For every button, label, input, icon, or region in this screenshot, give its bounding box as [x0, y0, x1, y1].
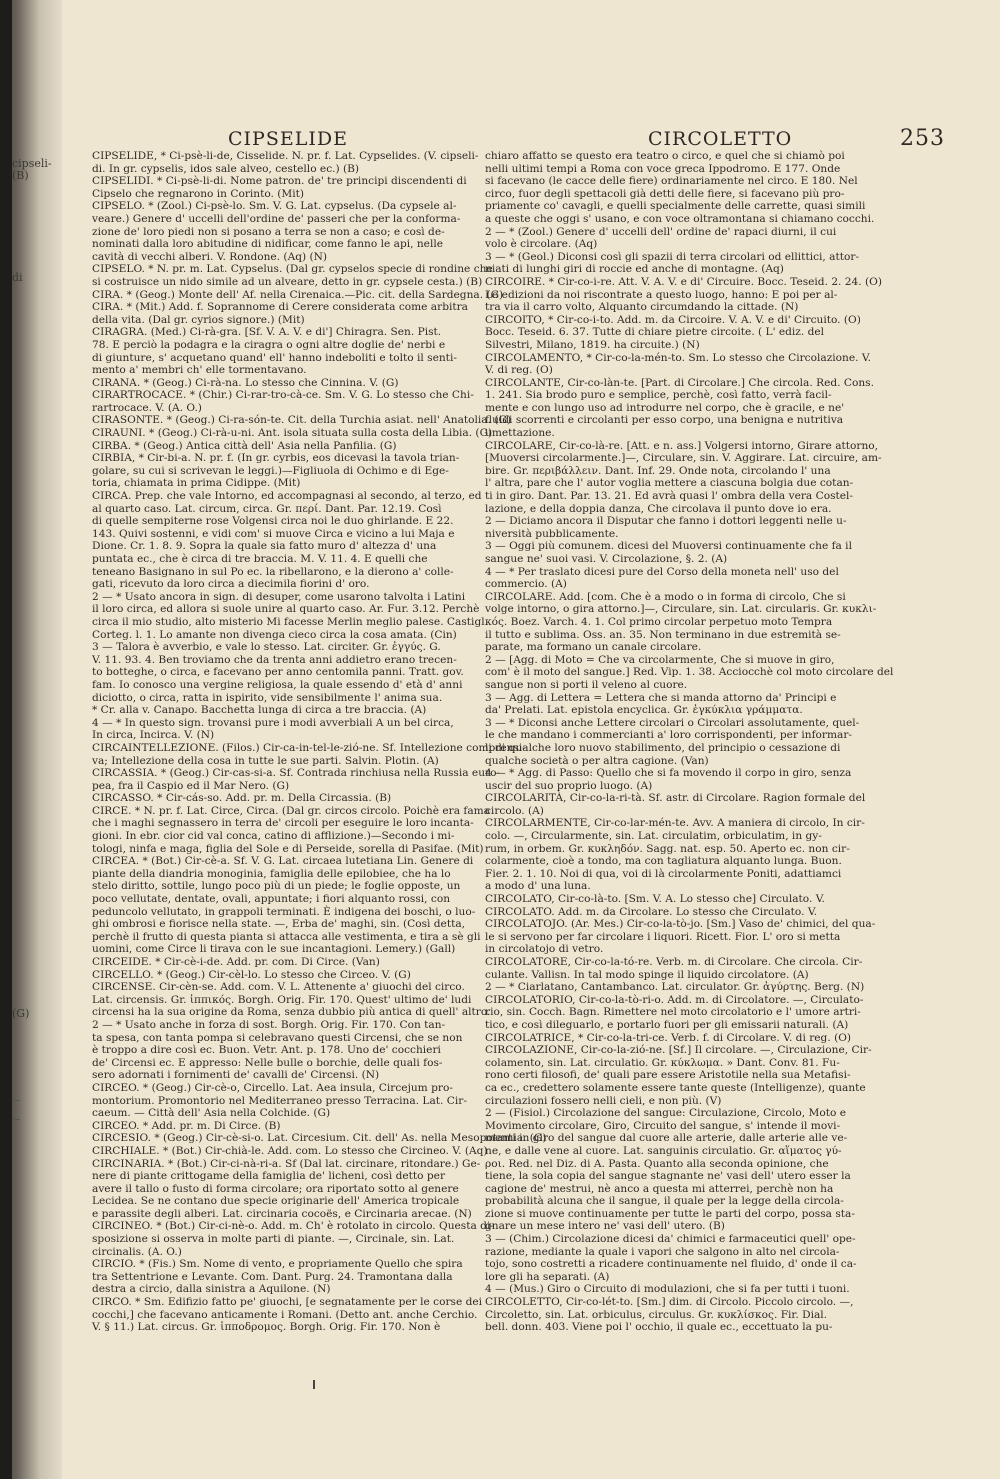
- text-line: Circoletto, sin. Lat. orbiculus, circulus. Gr. κυκλίσκος. Fir. Dial.: [485, 1308, 828, 1321]
- text-line: 2 — (Fisiol.) Circolazione del sangue: Circulazione, Circolo, Moto e: [485, 1107, 847, 1120]
- text-line: CIRBIA, * Cir-bi-a. N. pr. f. (In gr. cyrbis, eos dicevasi la tavola trian-: [92, 452, 460, 465]
- text-line: In circa, Incirca. V. (N): [92, 729, 215, 742]
- text-line: tico, e così dileguarlo, e portarlo fuori per gli emissarii naturali. (A): [485, 1018, 849, 1031]
- text-line: teneano Basignano in sul Po ec. la ribellarono, e la dierono a' colle-: [92, 565, 454, 578]
- text-line: bire. Gr. περιβάλλειν. Dant. Inf. 29. Onde nota, circolando l' una: [485, 464, 831, 477]
- text-line: stelo diritto, sottile, lungo poco più di un piede; le foglie opposte, un: [92, 880, 461, 893]
- text-line: CIRCIO. * (Fis.) Sm. Nome di vento, e propriamente Quello che spira: [92, 1258, 463, 1271]
- text-line: CIPSELIDI. * Ci-psè-li-di. Nome patron. de' tre principi discendenti di: [92, 175, 467, 188]
- text-line: si facevano (le cacce delle fiere) ordinariamente nel circo. E 180. Nel: [485, 175, 858, 188]
- text-line: golare, su cui si scrivevan le leggi.)—Figliuola di Ochimo e di Ege-: [92, 464, 449, 477]
- text-line: si costruisce un nido simile ad un alveare, detto in gr. cypsele cesta.) (B): [92, 275, 483, 288]
- text-line: Fier. 2. 1. 10. Noi di qua, voi di là circolarmente Poniti, adattiamci: [485, 867, 842, 880]
- text-line: destra a circio, dalla sinistra a Aquilone. (N): [92, 1283, 331, 1296]
- text-line: gati, ricevuto da loro circa a diecimila fiorini d' oro.: [92, 578, 370, 591]
- text-line: pea, fra il Caspio ed il Mar Nero. (G): [92, 779, 290, 792]
- text-line: bell. donn. 403. Viene poi l' occhio, il quale ec., eccettuato la pu-: [485, 1321, 833, 1334]
- text-line: CIRCINARIA. * (Bot.) Cir-ci-nà-ri-a. Sf (Dal lat. circinare, ritondare.) Ge-: [92, 1157, 481, 1170]
- text-line: che i maghi segnassero in terra de' circoli per eseguire le loro incanta-: [92, 817, 474, 830]
- text-line: CIRCOLANTE, Cir-co-làn-te. [Part. di Circolare.] Che circola. Red. Cons.: [485, 376, 874, 389]
- text-line: chiaro affatto se questo era teatro o circo, e quel che si chiamò poi: [485, 150, 845, 162]
- text-line: montorium. Promontorio nel Mediterraneo presso Terracina. Lat. Cir-: [92, 1094, 467, 1107]
- text-line: CIRCEA. * (Bot.) Cir-cè-a. Sf. V. G. Lat. circaea lutetiana Lin. Genere di: [92, 855, 474, 868]
- text-line: Silvestri, Milano, 1819. ha circuite.) (N): [485, 338, 700, 351]
- text-line: niversità pubblicamente.: [485, 527, 619, 540]
- text-line: Le edizioni da noi riscontrate a questo luogo, hanno: E poi per al-: [485, 288, 838, 301]
- text-line: gnare un mese intero ne' vasi dell' utero. (B): [485, 1220, 725, 1233]
- text-line: e parassite degli alberi. Lat. circinaria cocoës, e Circinaria arecae. (N): [92, 1207, 472, 1220]
- text-line: CIRCOLAZIONE, Cir-co-la-zió-ne. [Sf.] Il circolare. —, Circulazione, Cir-: [485, 1044, 872, 1057]
- text-line: tra Settentrione e Levante. Com. Dant. Purg. 24. Tramontana dalla: [92, 1270, 453, 1283]
- text-line: to botteghe, o circa, e facevano per anno centomila panni. Tratt. gov.: [92, 666, 464, 679]
- text-line: Lecidea. Se ne contano due specie originarie dell' America tropicale: [92, 1195, 460, 1208]
- text-line: va; Intellezione della cosa in tutte le sue parti. Salvin. Plotin. (A): [92, 754, 439, 767]
- text-line: CIRCOLAMENTO, * Cir-co-la-mén-to. Sm. Lo stesso che Circolazione. V.: [485, 351, 872, 364]
- text-line: ροι. Red. nel Diz. di A. Pasta. Quanto alla seconda opinione, che: [485, 1157, 829, 1170]
- text-line: da' Prelati. Lat. epistola encyclica. Gr. ἐγκύκλια γράμματα.: [485, 704, 803, 717]
- text-line: colamento, sin. Lat. circulatio. Gr. κύκλωμα. » Dant. Conv. 81. Fu-: [485, 1056, 840, 1069]
- text-line: CIRCOLATO, Cir-co-là-to. [Sm. V. A. Lo stesso che] Circulato. V.: [485, 893, 825, 906]
- text-line: umettazione.: [485, 427, 555, 440]
- text-line: CIRCOLATORIO, Cir-co-la-tò-ri-o. Add. m. di Circolatore. —, Circulato-: [485, 993, 864, 1006]
- text-line: rartrocace. V. (A. O.): [92, 401, 202, 414]
- text-line: κός. Boez. Varch. 4. 1. Col primo circolar perpetuo moto Tempra: [485, 615, 833, 628]
- text-line: 3 — Talora è avverbio, e vale lo stesso. Lat. circiter. Gr. ἐγγύς. G.: [92, 641, 441, 654]
- text-line: sero adornati i fornimenti de' cavalli de' Circensi. (N): [92, 1069, 380, 1082]
- text-line: ne, e dalle vene al cuore. Lat. sanguinis circulatio. Gr. αἵματος γύ-: [485, 1144, 842, 1157]
- text-line: CIRCAINTELLEZIONE. (Filos.) Cir-ca-in-tel-le-zió-ne. Sf. Intellezione comprensi-: [92, 741, 526, 754]
- ink-mark: [313, 1380, 315, 1389]
- text-line: tojo, sono costretti a ricadere continuamente nel fluido, d' onde il ca-: [485, 1258, 857, 1271]
- text-line: perchè il frutto di questa pianta si attacca alle vestimenta, e tira a sè gli: [92, 930, 481, 943]
- text-line: fam. Io conosco una vergine religiosa, la quale essendo d' età d' anni: [92, 678, 463, 691]
- text-line: CIRCOLATRICE, * Cir-co-la-tri-ce. Verb. f. di Circolare. V. di reg. (O): [485, 1031, 852, 1044]
- text-line: CIRAUNI. * (Geog.) Ci-rà-u-ni. Ant. isola situata sulla costa della Libia. (G): [92, 427, 493, 440]
- text-line: ca ec., credettero solamente essere tante queste (Intelligenze), quante: [485, 1081, 866, 1094]
- text-line: 2 — * (Zool.) Genere d' uccelli dell' ordine de' rapaci diurni, il cui: [485, 225, 837, 238]
- text-line: CIRAGRA. (Med.) Ci-rà-gra. [Sf. V. A. V. e di'] Chiragra. Sen. Pist.: [92, 326, 442, 339]
- text-line: toria, chiamata in prima Cidippe. (Mit): [92, 477, 301, 490]
- text-line: CIRA. * (Mit.) Add. f. Soprannome di Cerere considerata come arbitra: [92, 301, 468, 314]
- text-line: priamente co' cavagli, e quelli specialmente delle carrette, quasi simili: [485, 200, 866, 213]
- text-line: V. § 11.) Lat. circus. Gr. ἱπποδρομος. Borgh. Orig. Fir. 170. Non è: [92, 1321, 441, 1334]
- text-line: 3 — * (Geol.) Diconsi così gli spazii di terra circolari od ellittici, attor-: [485, 250, 859, 263]
- text-line: nere di piante crittogame della famiglia de' licheni, così detto per: [92, 1170, 446, 1183]
- text-line: CIRANA. * (Geog.) Ci-rà-na. Lo stesso che Cinnina. V. (G): [92, 376, 399, 389]
- text-line: in circolatojo di vetro.: [485, 943, 604, 956]
- text-line: CIRCOLARE. Add. [com. Che è a modo o in forma di circolo, Che si: [485, 590, 846, 603]
- text-line: mento a' membri ch' elle tormentavano.: [92, 364, 307, 377]
- text-line: CIRCA. Prep. che vale Intorno, ed accompagnasi al secondo, al terzo, ed: [92, 490, 482, 503]
- text-line: 2 — Diciamo ancora il Disputar che fanno i dottori leggenti nelle u-: [485, 515, 847, 528]
- text-line: CIRCOLATORE, Cir-co-la-tó-re. Verb. m. di Circolare. Che circola. Cir-: [485, 956, 863, 968]
- text-line: CIRCELLO. * (Geog.) Cir-cèl-lo. Lo stesso che Circeo. V. (G): [92, 968, 411, 981]
- text-line: 1. 241. Sia brodo puro e semplice, perchè, così fatto, verrà facil-: [485, 389, 832, 402]
- binding-shadow: [0, 0, 12, 1479]
- text-line: rum, in orbem. Gr. κυκληδόν. Sagg. nat. esp. 50. Aperto ec. non cir-: [485, 842, 850, 855]
- text-line: 78. E perciò la podagra e la ciragra o ogni altre doglie de' nerbi e: [92, 338, 446, 351]
- text-line: [Muoversi circolarmente.]—, Circulare, sin. V. Aggirare. Lat. circuire, am-: [485, 452, 882, 465]
- text-line: CIRCHIALE. * (Bot.) Cir-chià-le. Add. com. Lo stesso che Circineo. V. (Aq): [92, 1144, 488, 1157]
- text-line: CIRCOLARE, Cir-co-là-re. [Att. e n. ass.] Volgersi intorno, Girare attorno,: [485, 439, 879, 452]
- text-line: probabilità alcuna che il sangue, il quale per la legge della circola-: [485, 1195, 844, 1208]
- text-line: Movimento circolare, Giro, Circuito del sangue, s' intende il movi-: [485, 1119, 841, 1132]
- text-line: CIRASONTE. * (Geog.) Ci-ra-són-te. Cit. della Turchia asiat. nell' Anatolia. (G): [92, 414, 512, 427]
- text-line: lore gli ha separati. (A): [485, 1270, 610, 1283]
- text-line: V. 11. 93. 4. Ben troviamo che da trenta anni addietro erano trecen-: [92, 653, 457, 666]
- text-line: CIRCO. * Sm. Edifizio fatto pe' giuochi, [e segnatamente per le corse dei: [92, 1296, 483, 1309]
- text-line: 2 — [Agg. di Moto = Che va circolarmente, Che si muove in giro,: [485, 653, 835, 666]
- text-line: puntata ec., che è circa di tre braccia. M. V. 11. 4. E quelli che: [92, 553, 428, 565]
- text-line: volge intorno, o gira attorno.]—, Circulare, sin. Lat. circularis. Gr. κυκλι-: [485, 603, 877, 616]
- text-line: è troppo a dire così ec. Buon. Vetr. Ant. p. 178. Uno de' cocchieri: [92, 1044, 441, 1057]
- text-line: 3 — Oggi più comunem. dicesi del Muoversi continuamente che fa il: [485, 540, 852, 553]
- text-line: rio, sin. Cocch. Bagn. Rimettere nel moto circolatorio e l' umore artri-: [485, 1006, 861, 1019]
- text-line: diciotto, o circa, ratta in ispirito, vide sensibilmente l' anima sua.: [92, 691, 443, 704]
- text-line: CIRCEIDE. * Cir-cè-i-de. Add. pr. com. Di Circe. (Van): [92, 956, 380, 968]
- text-line: al quarto caso. Lat. circum, circa. Gr. περί. Dant. Par. 12.19. Così: [92, 502, 442, 515]
- text-line: veare.) Genere d' uccelli dell'ordine de' passeri che per la conforma-: [92, 212, 461, 225]
- text-line: CIRARTROCACE. * (Chir.) Ci-rar-tro-cà-ce. Sm. V. G. Lo stesso che Chi-: [92, 389, 474, 402]
- text-line: * Cr. alla v. Canapo. Bacchetta lunga di circa a tre braccia. (A): [92, 704, 427, 717]
- text-line: CIRA. * (Geog.) Monte dell' Af. nella Cirenaica.—Pic. cit. della Sardegna. (G): [92, 288, 504, 301]
- text-line: mente e con lungo uso ad introdurre nel corpo, che è gracile, e ne': [485, 401, 845, 414]
- text-line: CIRCASSO. * Cir-cás-so. Add. pr. m. Della Circassia. (B): [92, 792, 392, 805]
- running-head-right: CIRCOLETTO: [648, 128, 793, 150]
- margin-fragment: (B): [12, 169, 29, 182]
- text-line: il loro circa, ed allora si suole unire al quarto caso. Ar. Fur. 3.12. Perchè: [92, 603, 480, 616]
- text-line: sangue ne' suoi vasi. V. Circolazione, §. 2. (A): [485, 553, 728, 565]
- text-line: sposizione si osserva in molte parti di piante. —, Circinale, sin. Lat.: [92, 1233, 455, 1246]
- text-line: Bocc. Teseid. 6. 37. Tutte di chiare pietre circoite. ( L' ediz. del: [485, 326, 825, 339]
- text-line: 2 — * Usato ancora in sign. di desuper, come usarono talvolta i Latini: [92, 590, 466, 603]
- text-line: 4 — * Per traslato dicesi pure del Corso della moneta nell' uso del: [485, 565, 839, 578]
- margin-fragment: (G): [12, 1007, 30, 1020]
- text-line: lazione, e della doppia danza, Che circolava il punto dove io era.: [485, 502, 832, 515]
- text-line: 4 — (Mus.) Giro o Circuito di modulazioni, che si fa per tutti i tuoni.: [485, 1283, 850, 1296]
- text-line: nelli ultimi tempi a Roma con voce greca Ippodromo. E 177. Onde: [485, 162, 841, 175]
- text-line: di quelle sempiterne rose Volgensi circa noi le duo ghirlande. E 22.: [92, 515, 454, 528]
- text-line: CIRBA. * (Geog.) Antica città dell' Asia nella Panfilia. (G): [92, 439, 397, 452]
- text-line: 2 — * Ciarlatano, Cantambanco. Lat. circulator. Gr. ἀγύρτης. Berg. (N): [485, 981, 865, 994]
- text-line: commercio. (A): [485, 578, 567, 591]
- text-line: 4 — * Agg. di Passo: Quello che si fa movendo il corpo in giro, senza: [485, 767, 852, 780]
- text-line: niati di lunghi giri di roccie ed anche di montagne. (Aq): [485, 263, 784, 276]
- text-line: CIRCOLARITÀ, Cir-co-la-ri-tà. Sf. astr. di Circolare. Ragion formale del: [485, 792, 866, 805]
- text-line: menti in giro del sangue dal cuore alle arterie, dalle arterie alle ve-: [485, 1132, 848, 1145]
- text-line: volo è circolare. (Aq): [485, 238, 598, 251]
- text-line: CIPSELIDE, * Ci-psè-li-de, Cisselide. N. pr. f. Lat. Cypselides. (V. cipseli-: [92, 150, 479, 162]
- text-line: CIRCOLARMENTE, Cir-co-lar-mén-te. Avv. A maniera di circolo, In cir-: [485, 817, 865, 830]
- margin-ruler-mark: [14, 1100, 20, 1120]
- text-line: avere il tallo o fusto di forma circolare; ora riportato sotto al genere: [92, 1182, 459, 1195]
- text-line: qualche società o per altra cagione. (Van): [485, 754, 709, 767]
- text-line: CIRCOLATO. Add. m. da Circolare. Lo stesso che Circulato. V.: [485, 905, 817, 918]
- text-line: culante. Vallisn. In tal modo spinge il liquido circolatore. (A): [485, 968, 809, 981]
- text-line: ghi ombrosi e fiorisce nella state. —, Erba de' maghi, sin. (Così detta,: [92, 918, 466, 931]
- margin-fragment: cipseli-: [12, 157, 52, 170]
- text-line: caeum. — Città dell' Asia nella Colchide. (G): [92, 1107, 331, 1120]
- text-line: colo. —, Circularmente, sin. Lat. circulatim, orbiculatim, in gy-: [485, 830, 822, 843]
- text-line: de' Circensi ec. E appresso: Nelle bulle o borchie, delle quali fos-: [92, 1056, 443, 1069]
- text-line: CIRCINEO. * (Bot.) Cir-ci-nè-o. Add. m. Ch' è rotolato in circolo. Questa di-: [92, 1220, 494, 1233]
- text-line: cocchi,] che facevano anticamente i Romani. (Detto ant. anche Cerchio.: [92, 1308, 478, 1321]
- text-line: gioni. In ebr. cior cid val conca, catino di afflizione.)—Secondo i mi-: [92, 830, 455, 843]
- text-line: Cipselo che regnarono in Corinto. (Mit): [92, 187, 305, 200]
- text-line: 4 — * In questo sign. trovansi pure i modi avverbiali A un bel circa,: [92, 716, 454, 729]
- text-line: rono certi filosofi, de' quali pare essere Aristotile nella sua Metafisi-: [485, 1069, 851, 1082]
- text-line: 3 — Agg. di Lettera = Lettera che si manda attorno da' Principi e: [485, 691, 837, 704]
- text-line: a queste che oggi s' usano, e con voce oltramontana si chiamano cocchi.: [485, 212, 875, 225]
- text-line: 3 — * Diconsi anche Lettere circolari o Circolari assolutamente, quel-: [485, 716, 860, 729]
- text-line: peduncolo vellutato, in grappoli terminati. È indigena dei boschi, o luo-: [92, 905, 476, 918]
- text-line: CIRCEO. * Add. pr. m. Di Circe. (B): [92, 1119, 281, 1132]
- text-line: circo, fuor degli spettacoli già detti delle fiere, si facevano più pro-: [485, 187, 845, 200]
- text-line: ti in giro. Dant. Par. 13. 21. Ed avrà quasi l' ombra della vera Costel-: [485, 490, 853, 503]
- text-line: le che mandano i commercianti a' loro corrispondenti, per informar-: [485, 729, 852, 742]
- text-line: CIRCESIO. * (Geog.) Cir-cè-si-o. Lat. Circesium. Cit. dell' As. nella Mesopotamia. (G): [92, 1132, 547, 1145]
- text-line: razione, mediante la quale i vapori che salgono in alto nel circola-: [485, 1245, 840, 1258]
- text-line: le si servono per far circolare i liquori. Ricett. Fior. L' oro si metta: [485, 930, 841, 943]
- text-line: circensi ha la sua origine da Roma, senza dubbio più antica di quell' altro.: [92, 1006, 491, 1019]
- text-line: CIRCOLATOJO. (Ar. Mes.) Cir-co-la-tò-jo. [Sm.] Vaso de' chimici, del qua-: [485, 918, 876, 931]
- text-line: di. In gr. cypselis, idos sale alveo, cestello ec.) (B): [92, 162, 360, 175]
- text-line: Corteg. l. 1. Lo amante non divenga cieco circa la cosa amata. (Cin): [92, 628, 457, 641]
- text-line: uomini, come Circe li tirava con le sue incantagioni. Lemery.) (Gall): [92, 943, 456, 956]
- text-line: 143. Quivi sostenni, e vidi com' si muove Circa e vicino a lui Maja e: [92, 527, 455, 540]
- text-line: tra via il carro volto, Alquanto circumdando la cittade. (N): [485, 301, 799, 314]
- text-line: CIRCEO. * (Geog.) Cir-cè-o, Circello. Lat. Aea insula, Circejum pro-: [92, 1081, 453, 1094]
- text-line: a modo d' una luna.: [485, 880, 591, 893]
- text-line: fluidi scorrenti e circolanti per esso corpo, una benigna e nutritiva: [485, 414, 844, 427]
- text-line: di giunture, s' acquetano quand' ell' hanno indeboliti e tolto il senti-: [92, 351, 457, 364]
- text-line: CIRCE. * N. pr. f. Lat. Circe, Circa. (Dal gr. circos circolo. Poichè era fama: [92, 804, 491, 817]
- right-column: [485, 150, 894, 1334]
- text-line: li di qualche loro nuovo stabilimento, del principio o cessazione di: [485, 741, 841, 754]
- text-line: parate, ma formano un canale circolare.: [485, 641, 702, 654]
- text-line: circulazioni fossero nelli cieli, e non più. (V): [485, 1094, 722, 1107]
- text-line: tologi, ninfa e maga, figlia del Sole e di Perseide, sorella di Pasifae. (Mit): [92, 842, 484, 855]
- text-line: l' altra, pare che l' autor voglia mettere a ciascuna bolgia due cotan-: [485, 477, 854, 490]
- text-line: uscir del suo proprio luogo. (A): [485, 779, 653, 792]
- text-line: cagione de' mestrui, nè anco a questa mi atterrei, perchè non ha: [485, 1182, 834, 1195]
- text-line: 3 — (Chim.) Circolazione dicesi da' chimici e farmaceutici quell' ope-: [485, 1233, 856, 1246]
- text-line: V. di reg. (O): [485, 364, 553, 377]
- text-line: ta spesa, con tanta pompa si celebravano questi Circensi, che se non: [92, 1031, 463, 1044]
- text-line: circolo. (A): [485, 804, 544, 817]
- text-line: colarmente, cioè a tondo, ma con tagliatura alquanto lunga. Buon.: [485, 855, 842, 868]
- text-line: CIPSELO. * (Zool.) Ci-psè-lo. Sm. V. G. Lat. cypselus. (Da cypsele al-: [92, 200, 457, 213]
- text-line: il tutto e sublima. Oss. an. 35. Non terminano in due estremità se-: [485, 628, 841, 641]
- text-line: circa il mio studio, alto misterio Mi facesse Merlin meglio palese. Castigl.: [92, 615, 488, 628]
- text-line: CIPSELO. * N. pr. m. Lat. Cypselus. (Dal gr. cypselos specie di rondine che: [92, 263, 493, 276]
- text-line: CIRCASSIA. * (Geog.) Cir-cas-si-a. Sf. Contrada rinchiusa nella Russia euro-: [92, 767, 501, 780]
- text-line: tiene, la sola copia del sangue stagnante ne' vasi dell' utero esser la: [485, 1170, 851, 1183]
- text-line: 2 — * Usato anche in forza di sost. Borgh. Orig. Fir. 170. Con tan-: [92, 1018, 446, 1031]
- text-line: cavità di vecchi alberi. V. Rondone. (Aq) (N): [92, 250, 328, 263]
- text-line: com' è il moto del sangue.] Red. Vip. 1. 38. Acciocchè col moto circolare del: [485, 666, 894, 679]
- text-line: poco vellutate, dentate, ovali, appuntate; i fiori alquanto rossi, con: [92, 893, 451, 906]
- text-line: piante della diandria monoginia, famiglia delle epilobiee, che ha lo: [92, 867, 451, 880]
- page-number: 253: [900, 126, 945, 151]
- running-head-left: CIPSELIDE: [228, 128, 348, 150]
- text-line: Dione. Cr. 1. 8. 9. Sopra la quale sia fatto muro d' altezza d' una: [92, 540, 437, 553]
- text-line: zione de' loro piedi non si posano a terra se non a caso; e così de-: [92, 225, 445, 238]
- text-line: CIRCENSE. Cir-cèn-se. Add. com. V. L. Attenente a' giuochi del circo.: [92, 981, 465, 994]
- text-line: sangue non si porti il veleno al cuore.: [485, 678, 688, 691]
- margin-fragment: di: [12, 271, 23, 284]
- text-line: circinalis. (A. O.): [92, 1245, 182, 1258]
- text-line: CIRCOLETTO, Cir-co-lét-to. [Sm.] dim. di Circolo. Piccolo circolo. —,: [485, 1296, 854, 1309]
- text-line: CIRCOITO, * Cir-co-i-to. Add. m. da Circoire. V. A. V. e di' Circuito. (O): [485, 313, 861, 326]
- text-line: zione si muove continuamente per tutte le parti del corpo, possa sta-: [485, 1207, 855, 1220]
- text-line: della vita. (Dal gr. cyrios signore.) (Mit): [92, 313, 305, 326]
- text-line: Lat. circensis. Gr. ἱππικός. Borgh. Orig. Fir. 170. Quest' ultimo de' ludi: [92, 993, 472, 1006]
- text-line: nominati dalla loro abitudine di nidificar, come fanno le api, nelle: [92, 238, 443, 251]
- text-line: CIRCOIRE. * Cir-co-i-re. Att. V. A. V. e di' Circuire. Bocc. Teseid. 2. 24. (O): [485, 275, 882, 288]
